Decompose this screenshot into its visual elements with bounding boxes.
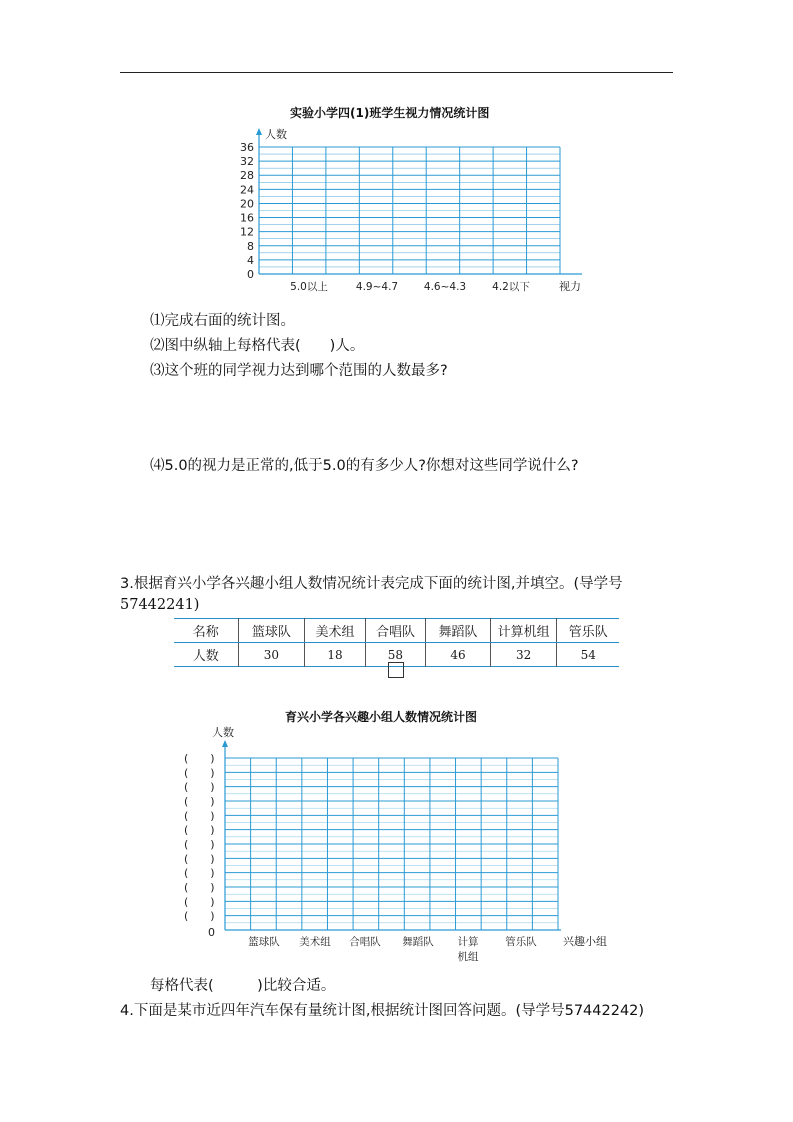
table-header-cell: 美术组 (305, 619, 365, 643)
chart2-x-tick-label: 计算 (457, 936, 479, 948)
chart1-y-tick-label: 0 (247, 268, 254, 281)
chart2-y-axis-label: 人数 (212, 726, 234, 739)
chart1-y-tick-label: 4 (247, 253, 254, 267)
table-header-row (174, 619, 619, 643)
chart1-x-tick-label: 4.2以下 (492, 281, 530, 293)
question-2-2: ⑵图中纵轴上每格代表( )人。 (150, 338, 365, 354)
answer-box[interactable] (388, 662, 404, 678)
chart1-svg (225, 122, 605, 297)
question-3-note: 每格代表( )比较合适。 (150, 978, 336, 994)
chart2-x-tick-label: 篮球队 (248, 936, 280, 948)
table-header-cell: 舞蹈队 (426, 619, 491, 643)
chart1-y-tick-label: 12 (240, 225, 254, 239)
chart1-y-tick-label: 8 (247, 239, 254, 253)
chart2-x-tick-label: 美术组 (299, 936, 331, 948)
chart1-y-axis-label: 人数 (265, 128, 287, 141)
chart2-y-blank-label: ( ) (184, 780, 215, 794)
chart2-y-blank-label: ( ) (184, 752, 215, 765)
chart2-y-blank-label: ( ) (184, 881, 215, 894)
chart1-y-tick-label: 16 (240, 211, 254, 225)
chart2-y-zero-label: 0 (208, 926, 215, 939)
chart1-y-tick-label: 36 (240, 141, 254, 154)
chart2-x-tick-label: 机组 (457, 951, 479, 963)
chart1-y-tick-label: 28 (240, 169, 254, 183)
chart2-x-tick-label: 管乐队 (505, 936, 537, 948)
table-cell: 46 (426, 643, 491, 667)
chart1-x-tick-label: 4.9~4.7 (355, 281, 399, 293)
table-cell: 18 (305, 643, 365, 667)
question-4-text: 4.下面是某市近四年汽车保有量统计图,根据统计图回答问题。(导学号57442242) (120, 1003, 645, 1019)
question-2-1: ⑴完成右面的统计图。 (150, 313, 295, 329)
table-cell: 58 (365, 643, 425, 667)
chart2-y-blank-label: ( ) (184, 795, 215, 808)
chart2-y-blank-label: ( ) (184, 809, 215, 823)
chart1-title: 实验小学四(1)班学生视力情况统计图 (290, 106, 490, 120)
table-header-cell: 名称 (174, 619, 238, 643)
chart2-y-blank-label: ( ) (184, 766, 215, 780)
question-3-text: 3.根据育兴小学各兴趣小组人数情况统计表完成下面的统计图,并填空。(导学号 (120, 576, 623, 592)
chart2-y-blank-label: ( ) (184, 838, 215, 851)
chart2-y-blank-label: ( ) (184, 866, 215, 880)
table-cell: 30 (238, 643, 305, 667)
chart2-title: 育兴小学各兴趣小组人数情况统计图 (285, 710, 478, 724)
chart1-x-tick-label: 4.6~4.3 (423, 281, 467, 293)
chart2-x-tick-label: 合唱队 (349, 936, 381, 948)
chart2-svg (180, 722, 620, 967)
chart2-y-arrow (222, 740, 228, 747)
chart1-y-tick-label: 24 (240, 183, 254, 197)
chart2-y-blank-label: ( ) (184, 852, 215, 866)
chart1-y-arrow (256, 128, 262, 135)
chart1-x-axis-label: 视力 (559, 280, 581, 293)
chart2-x-tick-label: 舞蹈队 (402, 936, 434, 948)
chart2-y-blank-label: ( ) (184, 823, 215, 837)
chart2-y-blank-label: ( ) (184, 895, 215, 909)
table-header-cell: 管乐队 (557, 619, 619, 643)
question-2-4: ⑷5.0的视力是正常的,低于5.0的有多少人?你想对这些同学说什么? (150, 458, 579, 474)
table-header-cell: 篮球队 (238, 619, 305, 643)
table-header-cell: 计算机组 (490, 619, 557, 643)
chart1-x-tick-label: 5.0以上 (290, 281, 328, 293)
table-cell: 32 (490, 643, 557, 667)
chart2-x-axis-label: 兴趣小组 (563, 935, 607, 948)
header-rule (120, 72, 673, 73)
table-cell: 54 (557, 643, 619, 667)
interest-group-table (174, 618, 619, 667)
chart1-y-tick-label: 32 (240, 155, 254, 169)
chart1-y-tick-label: 20 (240, 197, 254, 211)
question-3-text-cont: 57442241) (120, 597, 200, 613)
table-header-cell: 合唱队 (365, 619, 425, 643)
chart2-y-blank-label: ( ) (184, 909, 215, 923)
table-row-label: 人数 (192, 649, 219, 664)
question-2-3: ⑶这个班的同学视力达到哪个范围的人数最多? (150, 363, 448, 379)
